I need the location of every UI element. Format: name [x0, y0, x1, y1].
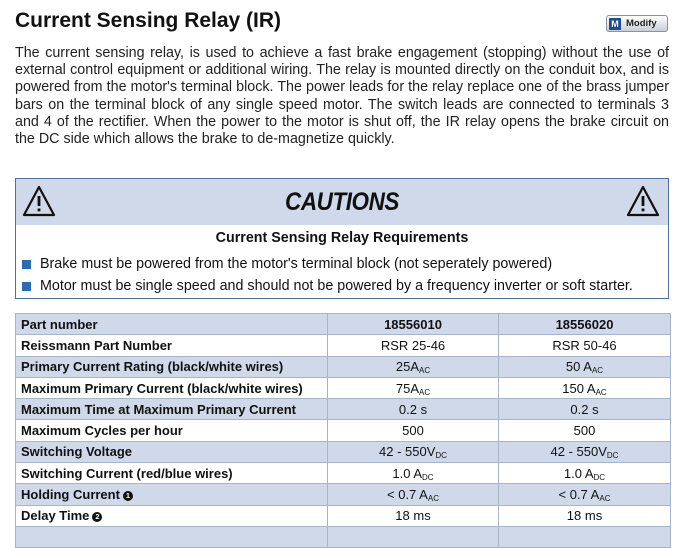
- row-value-1: RSR 25-46: [328, 335, 499, 356]
- row-label: Maximum Cycles per hour: [16, 420, 328, 441]
- row-label: Switching Current (red/blue wires): [16, 463, 328, 484]
- requirements-title: Current Sensing Relay Requirements: [215, 230, 469, 246]
- description-paragraph: The current sensing relay, is used to achieve a fast brake engagement (stopping) without the use of external control equipment or additional wiring. The relay is mounted directly on the conduit box, and is powered from the motor's terminal block. The power leads for the relay replace one of the brass jumper bars on the terminal block of any single speed motor. The switch leads are connected to terminals 3 and 4 of the rectifier. When the power to the motor is shut off, the IR relay opens the brake circuit on the DC side which allows the brake to de-magnetize quickly.: [15, 45, 669, 148]
- header-part-number-2: 18556020: [499, 314, 671, 335]
- row-value-1: 500: [328, 420, 499, 441]
- footnote-2-icon: 2: [92, 512, 102, 522]
- warning-triangle-icon: [626, 185, 660, 217]
- table-row: [16, 399, 671, 420]
- row-value-1: 1.0 $A_{DC}$: [328, 463, 499, 484]
- table-row: [16, 463, 671, 484]
- row-label: Switching Voltage: [16, 441, 328, 462]
- row-label: Delay Time 2: [16, 505, 328, 526]
- row-value-1: 0.2 s: [328, 399, 499, 420]
- row-value-1: $75A_{AC}$: [328, 377, 499, 398]
- row-value-2: 50 $A_{AC}$: [499, 356, 671, 377]
- page-title: Current Sensing Relay (IR): [15, 9, 282, 32]
- row-value-2: < 0.7 $A_{AC}$: [499, 484, 671, 505]
- row-label: Reissmann Part Number: [16, 335, 328, 356]
- header-label: Part number: [16, 314, 328, 335]
- table-row: [16, 441, 671, 462]
- table-row-partial: [16, 526, 671, 547]
- row-value-2: 500: [499, 420, 671, 441]
- table-row: [16, 484, 671, 505]
- row-value-1: 18 ms: [328, 505, 499, 526]
- table-row: [16, 356, 671, 377]
- cautions-title: CAUTIONS: [285, 188, 399, 216]
- row-value-1: $42 - 550V_{DC}$: [328, 441, 499, 462]
- row-value-2: $42 - 550V_{DC}$: [499, 441, 671, 462]
- table-header-row: [16, 314, 671, 335]
- modify-button-label: Modify: [626, 18, 657, 29]
- row-label: Holding Current 1: [16, 484, 328, 505]
- table-row: [16, 335, 671, 356]
- row-label: Maximum Time at Maximum Primary Current: [16, 399, 328, 420]
- row-label: Maximum Primary Current (black/white wires): [16, 377, 328, 398]
- square-bullet-icon: [22, 282, 31, 291]
- caution-bullet: [22, 278, 633, 294]
- caution-bullet-text: Brake must be powered from the motor's terminal block (not seperately powered): [40, 256, 553, 272]
- caution-bullet: [22, 256, 552, 272]
- row-value-2: 18 ms: [499, 505, 671, 526]
- header-part-number-1: 18556010: [328, 314, 499, 335]
- cautions-header: [16, 179, 668, 225]
- spec-table: [15, 313, 671, 548]
- row-value-2: 150 $A_{AC}$: [499, 377, 671, 398]
- table-row: [16, 505, 671, 526]
- modify-button[interactable]: [606, 15, 668, 32]
- row-value-1: < 0.7 $A_{AC}$: [328, 484, 499, 505]
- row-value-2: 0.2 s: [499, 399, 671, 420]
- cautions-box: [15, 178, 669, 299]
- row-value-2: 1.0 $A_{DC}$: [499, 463, 671, 484]
- row-label: Primary Current Rating (black/white wires): [16, 356, 328, 377]
- row-value-2: RSR 50-46: [499, 335, 671, 356]
- modify-m-icon: M: [609, 18, 621, 30]
- table-row: [16, 377, 671, 398]
- footnote-1-icon: 1: [123, 491, 133, 501]
- square-bullet-icon: [22, 260, 31, 269]
- row-value-1: $25A_{AC}$: [328, 356, 499, 377]
- table-row: [16, 420, 671, 441]
- caution-bullet-text: Motor must be single speed and should not be powered by a frequency inverter or soft starter.: [40, 278, 633, 294]
